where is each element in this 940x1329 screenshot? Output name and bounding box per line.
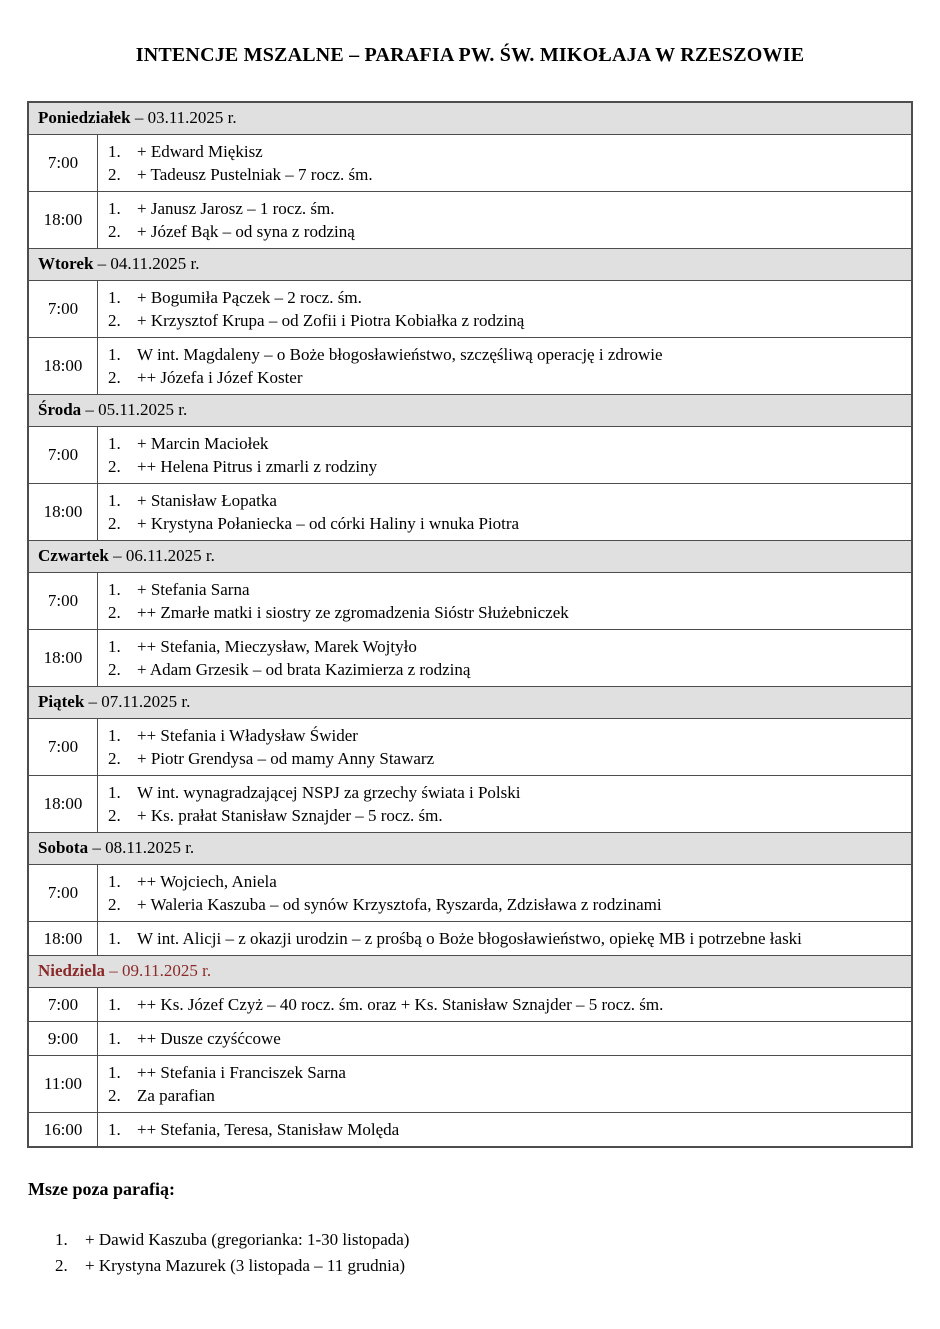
intention-item: [108, 601, 899, 624]
intention-text: + Janusz Jarosz – 1 rocz. śm.: [137, 199, 335, 218]
mass-intentions-cell: [98, 1113, 913, 1148]
outside-parish-item: [55, 1227, 913, 1253]
outside-parish-item-number: 1.: [55, 1230, 68, 1249]
mass-intentions-cell: [98, 988, 913, 1022]
intention-item: [108, 343, 899, 366]
outside-parish-item: [55, 1253, 913, 1279]
page-title: INTENCJE MSZALNE – PARAFIA PW. ŚW. MIKOŁAJA W RZESZOWIE: [135, 44, 805, 66]
day-name: Czwartek: [38, 546, 109, 565]
day-header-cell: [28, 956, 912, 988]
mass-row: [28, 630, 912, 687]
intention-number: 1.: [108, 783, 121, 802]
mass-time: 18:00: [28, 192, 98, 249]
intention-item: [108, 163, 899, 186]
intention-item: [108, 432, 899, 455]
intention-text: + Bogumiła Pączek – 2 rocz. śm.: [137, 288, 362, 307]
mass-time: 7:00: [28, 281, 98, 338]
outside-parish-item-text: + Krystyna Mazurek (3 listopada – 11 grudnia): [85, 1256, 406, 1275]
day-date: – 06.11.2025 r.: [113, 546, 215, 565]
day-header-row: [28, 956, 912, 988]
day-header-row: [28, 687, 912, 719]
mass-time: 18:00: [28, 484, 98, 541]
intention-item: [108, 197, 899, 220]
intention-item: [108, 1118, 899, 1141]
intention-text: + Adam Grzesik – od brata Kazimierza z rodziną: [137, 660, 471, 679]
intention-number: 2.: [108, 806, 121, 825]
intention-number: 1.: [108, 726, 121, 745]
day-name: Piątek: [38, 692, 85, 711]
intention-number: 2.: [108, 457, 121, 476]
intention-item: [108, 512, 899, 535]
mass-time: 7:00: [28, 988, 98, 1022]
outside-parish-heading: Msze poza parafią:: [28, 1179, 175, 1199]
intention-number: 1.: [108, 995, 121, 1014]
mass-intentions-cell: [98, 719, 913, 776]
intention-number: 1.: [108, 491, 121, 510]
intention-item: [108, 489, 899, 512]
intention-item: [108, 309, 899, 332]
day-date: – 09.11.2025 r.: [109, 961, 212, 980]
intention-number: 1.: [108, 872, 121, 891]
intention-item: [108, 140, 899, 163]
intention-item: [108, 366, 899, 389]
mass-row: [28, 865, 912, 922]
intention-item: [108, 455, 899, 478]
mass-intentions-cell: [98, 135, 913, 192]
intention-number: 1.: [108, 142, 121, 161]
intention-number: 2.: [108, 514, 121, 533]
mass-row: [28, 988, 912, 1022]
day-date: – 05.11.2025 r.: [85, 400, 188, 419]
intention-number: 2.: [108, 165, 121, 184]
intention-item: [108, 747, 899, 770]
day-date: – 03.11.2025 r.: [134, 108, 237, 127]
intention-item: [108, 658, 899, 681]
mass-intentions-cell: [98, 630, 913, 687]
mass-intentions-cell: [98, 192, 913, 249]
mass-time: 18:00: [28, 776, 98, 833]
intention-item: [108, 635, 899, 658]
intention-number: 1.: [108, 1120, 121, 1139]
mass-row: [28, 1056, 912, 1113]
intention-text: ++ Wojciech, Aniela: [137, 872, 277, 891]
mass-time: 7:00: [28, 719, 98, 776]
day-header-cell: [28, 833, 912, 865]
intention-number: 1.: [108, 1063, 121, 1082]
mass-intentions-cell: [98, 776, 913, 833]
intention-item: [108, 870, 899, 893]
intention-item: [108, 781, 899, 804]
day-date: – 08.11.2025 r.: [92, 838, 195, 857]
mass-intentions-cell: [98, 1022, 913, 1056]
intention-text: + Krystyna Połaniecka – od córki Haliny i wnuka Piotra: [137, 514, 520, 533]
intention-text: ++ Stefania i Franciszek Sarna: [137, 1063, 346, 1082]
intention-number: 1.: [108, 580, 121, 599]
intention-item: [108, 1061, 899, 1084]
intention-text: ++ Józefa i Józef Koster: [137, 368, 303, 387]
intention-text: ++ Stefania, Mieczysław, Marek Wojtyło: [137, 637, 417, 656]
outside-parish-list: [55, 1227, 913, 1279]
intention-item: [108, 893, 899, 916]
intention-text: Za parafian: [137, 1086, 215, 1105]
mass-row: [28, 338, 912, 395]
intention-text: ++ Ks. Józef Czyż – 40 rocz. śm. oraz + Ks. Stanisław Sznajder – 5 rocz. śm.: [137, 995, 664, 1014]
mass-intentions-table: [27, 101, 913, 1148]
intention-text: W int. wynagradzającej NSPJ za grzechy świata i Polski: [137, 783, 521, 802]
intention-text: + Waleria Kaszuba – od synów Krzysztofa, Ryszarda, Zdzisława z rodzinami: [137, 895, 662, 914]
day-header-cell: [28, 249, 912, 281]
intention-text: W int. Magdaleny – o Boże błogosławieństwo, szczęśliwą operację i zdrowie: [137, 345, 663, 364]
mass-time: 7:00: [28, 427, 98, 484]
intention-text: + Stanisław Łopatka: [137, 491, 277, 510]
outside-parish-item-number: 2.: [55, 1256, 68, 1275]
intention-item: [108, 724, 899, 747]
intention-text: ++ Dusze czyśćcowe: [137, 1029, 281, 1048]
intention-text: + Marcin Maciołek: [137, 434, 269, 453]
intention-number: 1.: [108, 288, 121, 307]
intention-text: ++ Stefania, Teresa, Stanisław Molęda: [137, 1120, 400, 1139]
intention-number: 2.: [108, 222, 121, 241]
mass-time: 7:00: [28, 135, 98, 192]
day-name: Sobota: [38, 838, 89, 857]
intention-text: + Krzysztof Krupa – od Zofii i Piotra Kobiałka z rodziną: [137, 311, 525, 330]
day-date: – 07.11.2025 r.: [88, 692, 191, 711]
intention-number: 2.: [108, 368, 121, 387]
mass-row: [28, 1113, 912, 1148]
mass-row: [28, 135, 912, 192]
mass-row: [28, 922, 912, 956]
mass-time: 9:00: [28, 1022, 98, 1056]
mass-row: [28, 573, 912, 630]
day-header-row: [28, 102, 912, 135]
intention-number: 1.: [108, 1029, 121, 1048]
day-header-cell: [28, 102, 912, 135]
day-date: – 04.11.2025 r.: [97, 254, 200, 273]
intention-number: 1.: [108, 637, 121, 656]
mass-time: 7:00: [28, 865, 98, 922]
mass-row: [28, 192, 912, 249]
intention-text: + Stefania Sarna: [137, 580, 250, 599]
day-name: Niedziela: [38, 961, 106, 980]
mass-time: 16:00: [28, 1113, 98, 1148]
intention-number: 2.: [108, 1086, 121, 1105]
intention-item: [108, 578, 899, 601]
intention-number: 2.: [108, 660, 121, 679]
intention-text: + Tadeusz Pustelniak – 7 rocz. śm.: [137, 165, 373, 184]
intention-number: 1.: [108, 345, 121, 364]
mass-time: 18:00: [28, 338, 98, 395]
day-header-cell: [28, 395, 912, 427]
intention-number: 2.: [108, 749, 121, 768]
intention-number: 1.: [108, 199, 121, 218]
mass-intentions-cell: [98, 922, 913, 956]
mass-intentions-cell: [98, 1056, 913, 1113]
intention-item: [108, 927, 899, 950]
mass-row: [28, 427, 912, 484]
mass-row: [28, 281, 912, 338]
day-header-cell: [28, 687, 912, 719]
intention-text: + Piotr Grendysa – od mamy Anny Stawarz: [137, 749, 435, 768]
intention-text: W int. Alicji – z okazji urodzin – z prośbą o Boże błogosławieństwo, opiekę MB i potrzebne łaski: [137, 929, 802, 948]
day-name: Wtorek: [38, 254, 94, 273]
mass-time: 11:00: [28, 1056, 98, 1113]
mass-intentions-cell: [98, 338, 913, 395]
mass-time: 18:00: [28, 630, 98, 687]
mass-intentions-cell: [98, 865, 913, 922]
intention-number: 2.: [108, 895, 121, 914]
mass-row: [28, 719, 912, 776]
intention-item: [108, 220, 899, 243]
intention-text: ++ Helena Pitrus i zmarli z rodziny: [137, 457, 378, 476]
intention-text: + Ks. prałat Stanisław Sznajder – 5 rocz. śm.: [137, 806, 443, 825]
intention-number: 2.: [108, 311, 121, 330]
mass-intentions-cell: [98, 281, 913, 338]
outside-parish-item-text: + Dawid Kaszuba (gregorianka: 1-30 listopada): [85, 1230, 410, 1249]
intention-item: [108, 1027, 899, 1050]
day-header-row: [28, 833, 912, 865]
intention-text: ++ Zmarłe matki i siostry ze zgromadzenia Sióstr Służebniczek: [137, 603, 569, 622]
intention-text: ++ Stefania i Władysław Świder: [137, 726, 358, 745]
intention-text: + Józef Bąk – od syna z rodziną: [137, 222, 355, 241]
mass-row: [28, 1022, 912, 1056]
mass-intentions-cell: [98, 484, 913, 541]
mass-row: [28, 484, 912, 541]
intention-number: 1.: [108, 929, 121, 948]
mass-intentions-cell: [98, 573, 913, 630]
intention-item: [108, 1084, 899, 1107]
mass-intentions-cell: [98, 427, 913, 484]
intention-number: 2.: [108, 603, 121, 622]
intention-number: 1.: [108, 434, 121, 453]
intention-text: + Edward Miękisz: [137, 142, 263, 161]
intention-item: [108, 286, 899, 309]
mass-time: 7:00: [28, 573, 98, 630]
intention-item: [108, 804, 899, 827]
mass-time: 18:00: [28, 922, 98, 956]
intention-item: [108, 993, 899, 1016]
mass-row: [28, 776, 912, 833]
day-header-row: [28, 541, 912, 573]
day-header-row: [28, 249, 912, 281]
day-header-row: [28, 395, 912, 427]
day-name: Środa: [38, 400, 82, 419]
day-name: Poniedziałek: [38, 108, 131, 127]
day-header-cell: [28, 541, 912, 573]
